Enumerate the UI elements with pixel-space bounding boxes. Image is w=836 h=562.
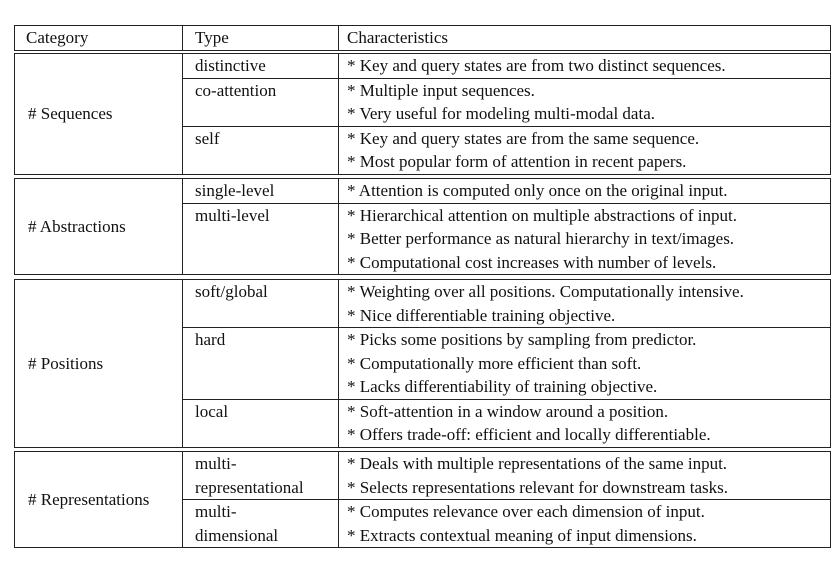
type-cell	[183, 203, 339, 275]
header-category: Category	[15, 26, 183, 51]
characteristic-line: * Computationally more efficient than soft.	[347, 353, 642, 373]
type-line: soft/global	[195, 282, 268, 301]
characteristic-line: * Better performance as natural hierarchy in text/images.	[347, 229, 735, 248]
characteristic-line: * Selects representations relevant for downstream tasks.	[347, 477, 728, 497]
characteristic-line: * Nice differentiable training objective.	[347, 305, 616, 325]
characteristic-line: * Extracts contextual meaning of input dimensions.	[347, 525, 697, 545]
characteristics-cell	[339, 54, 831, 79]
type-line: multi-level	[195, 205, 270, 225]
characteristic-line: * Key and query states are from two distinct sequences.	[347, 56, 726, 75]
type-cell	[183, 452, 339, 500]
characteristics-cell	[339, 399, 831, 447]
type-cell	[183, 399, 339, 447]
group-positions	[14, 279, 831, 448]
category-cell: # Sequences	[15, 54, 183, 175]
characteristic-line: * Weighting over all positions. Computationally intensive.	[347, 282, 744, 301]
characteristic-line: * Key and query states are from the same sequence.	[347, 128, 700, 148]
characteristic-line: * Most popular form of attention in recent papers.	[347, 152, 687, 171]
characteristic-line: * Hierarchical attention on multiple abstractions of input.	[347, 205, 737, 225]
characteristics-cell	[339, 78, 831, 126]
characteristics-cell	[339, 203, 831, 275]
type-cell	[183, 500, 339, 548]
table-row	[15, 452, 831, 500]
type-line: multi-	[195, 502, 237, 521]
characteristic-line: * Lacks differentiability of training objective.	[347, 377, 658, 396]
characteristic-line: * Soft-attention in a window around a position.	[347, 401, 669, 421]
type-line: dimensional	[195, 525, 279, 545]
characteristic-line: * Deals with multiple representations of the same input.	[347, 454, 728, 473]
header-characteristics: Characteristics	[339, 26, 831, 51]
header-row	[15, 26, 831, 51]
characteristics-cell	[339, 126, 831, 174]
type-cell	[183, 179, 339, 204]
type-cell	[183, 126, 339, 174]
characteristic-line: * Offers trade-off: efficient and locally differentiable.	[347, 425, 711, 444]
group-representations	[14, 451, 831, 548]
table-row	[15, 54, 831, 79]
type-line: distinctive	[195, 56, 266, 75]
type-line: local	[195, 401, 229, 421]
type-line: single-level	[195, 181, 275, 200]
category-cell: # Positions	[15, 280, 183, 448]
characteristic-line: * Computes relevance over each dimension of input.	[347, 502, 705, 521]
group-abstractions	[14, 178, 831, 275]
characteristics-cell	[339, 328, 831, 400]
type-cell	[183, 328, 339, 400]
table-row	[15, 280, 831, 328]
table-header	[14, 25, 831, 51]
group-sequences	[14, 53, 831, 175]
characteristic-line: * Multiple input sequences.	[347, 80, 535, 100]
characteristic-line: * Very useful for modeling multi-modal data.	[347, 104, 655, 123]
characteristics-cell	[339, 452, 831, 500]
characteristics-cell	[339, 179, 831, 204]
type-line: self	[195, 128, 220, 148]
characteristic-line: * Computational cost increases with number of levels.	[347, 252, 717, 272]
type-line: representational	[195, 477, 304, 497]
category-cell: # Abstractions	[15, 179, 183, 275]
type-cell	[183, 54, 339, 79]
type-line: hard	[195, 330, 226, 349]
type-cell	[183, 78, 339, 126]
characteristics-cell	[339, 500, 831, 548]
type-line: co-attention	[195, 80, 277, 100]
table-row	[15, 179, 831, 204]
type-cell	[183, 280, 339, 328]
characteristic-line: * Attention is computed only once on the original input.	[347, 181, 728, 200]
category-cell: # Representations	[15, 452, 183, 548]
type-line: multi-	[195, 454, 237, 473]
header-type: Type	[183, 26, 339, 51]
characteristics-cell	[339, 280, 831, 328]
characteristic-line: * Picks some positions by sampling from predictor.	[347, 330, 697, 349]
